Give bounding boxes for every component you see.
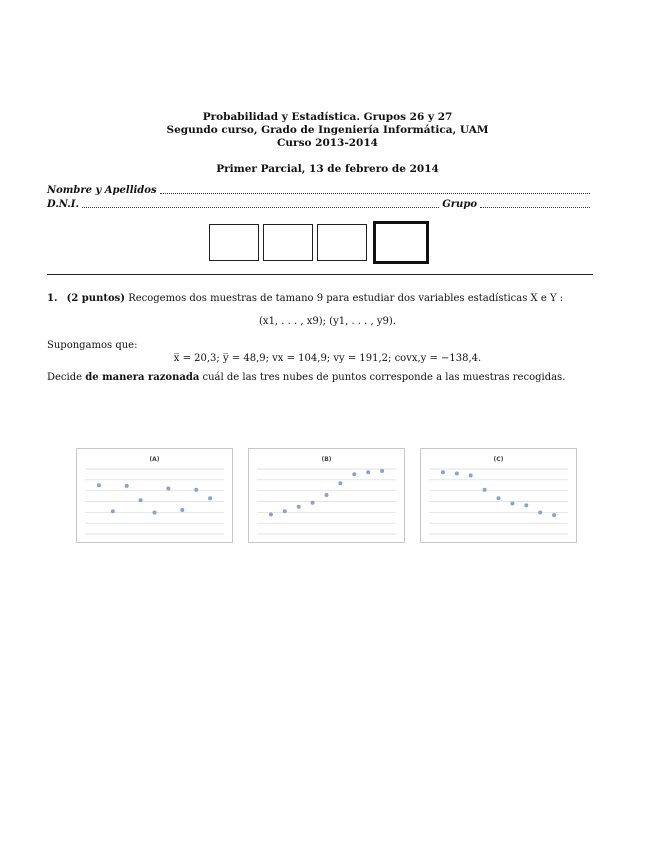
data-point	[483, 488, 487, 492]
data-point	[510, 501, 514, 505]
data-point	[455, 472, 459, 476]
samples-formula: (x1, . . . , x9); (y1, . . . , y9).	[259, 316, 396, 327]
title-line-2: Segundo curso, Grado de Ingeniería Informática, UAM	[166, 124, 489, 136]
exam-title: Primer Parcial, 13 de febrero de 2014	[216, 163, 439, 175]
chart-svg-c	[421, 449, 576, 542]
chart-svg-b	[249, 449, 404, 542]
grade-box-1[interactable]	[209, 224, 259, 261]
dni-dotted-line[interactable]	[82, 206, 439, 208]
chart-title: (C)	[493, 456, 504, 463]
data-point	[441, 470, 445, 474]
data-point	[338, 481, 342, 485]
data-point	[208, 496, 212, 500]
problem-text: Recogemos dos muestras de tamano 9 para estudiar dos variables estadísticas X e Y :	[128, 293, 564, 304]
data-point	[497, 496, 501, 500]
decide-post: cuál de las tres nubes de puntos corresponde a las muestras recogidas.	[202, 372, 566, 383]
dni-label: D.N.I.	[47, 199, 79, 210]
stats-formula: x̅ = 20,3; y̅ = 48,9; vx = 104,9; vy = 191,2; covx,y = −138,4.	[173, 353, 482, 364]
chart-svg-a	[77, 449, 232, 542]
grade-box-total[interactable]	[373, 221, 429, 264]
problem-statement	[47, 292, 607, 305]
scatter-chart-b	[248, 448, 405, 543]
data-point	[139, 498, 143, 502]
data-point	[552, 513, 556, 517]
data-point	[180, 508, 184, 512]
title-line-3: Curso 2013-2014	[277, 137, 378, 149]
data-point	[166, 487, 170, 491]
problem-points: (2 puntos)	[66, 293, 125, 304]
data-point	[297, 505, 301, 509]
scatter-chart-a	[76, 448, 233, 543]
data-point	[111, 509, 115, 513]
data-point	[380, 469, 384, 473]
name-label: Nombre y Apellidos	[47, 185, 157, 196]
chart-title: (B)	[321, 456, 332, 463]
dni-field-row[interactable]	[47, 198, 593, 211]
name-field-row[interactable]	[47, 184, 593, 197]
group-dotted-line[interactable]	[480, 206, 590, 208]
data-point	[97, 483, 101, 487]
name-dotted-line[interactable]	[160, 192, 590, 194]
data-point	[194, 488, 198, 492]
decide-bold: de manera razonada	[85, 372, 200, 383]
grade-box-3[interactable]	[317, 224, 367, 261]
divider	[47, 274, 593, 275]
title-line-1: Probabilidad y Estadística. Grupos 26 y 27	[202, 111, 453, 123]
data-point	[153, 511, 157, 515]
data-point	[125, 484, 129, 488]
grade-box-2[interactable]	[263, 224, 313, 261]
data-point	[524, 503, 528, 507]
data-point	[352, 472, 356, 476]
data-point	[269, 513, 273, 517]
data-point	[366, 470, 370, 474]
data-point	[283, 509, 287, 513]
problem-number: 1.	[47, 293, 58, 304]
group-label: Grupo	[442, 199, 477, 210]
data-point	[538, 511, 542, 515]
decide-pre: Decide	[47, 372, 83, 383]
data-point	[469, 474, 473, 478]
chart-title: (A)	[149, 456, 160, 463]
scatter-chart-c	[420, 448, 577, 543]
data-point	[311, 501, 315, 505]
suppose-text: Supongamos que:	[47, 340, 138, 351]
decide-text	[47, 371, 607, 384]
data-point	[325, 493, 329, 497]
